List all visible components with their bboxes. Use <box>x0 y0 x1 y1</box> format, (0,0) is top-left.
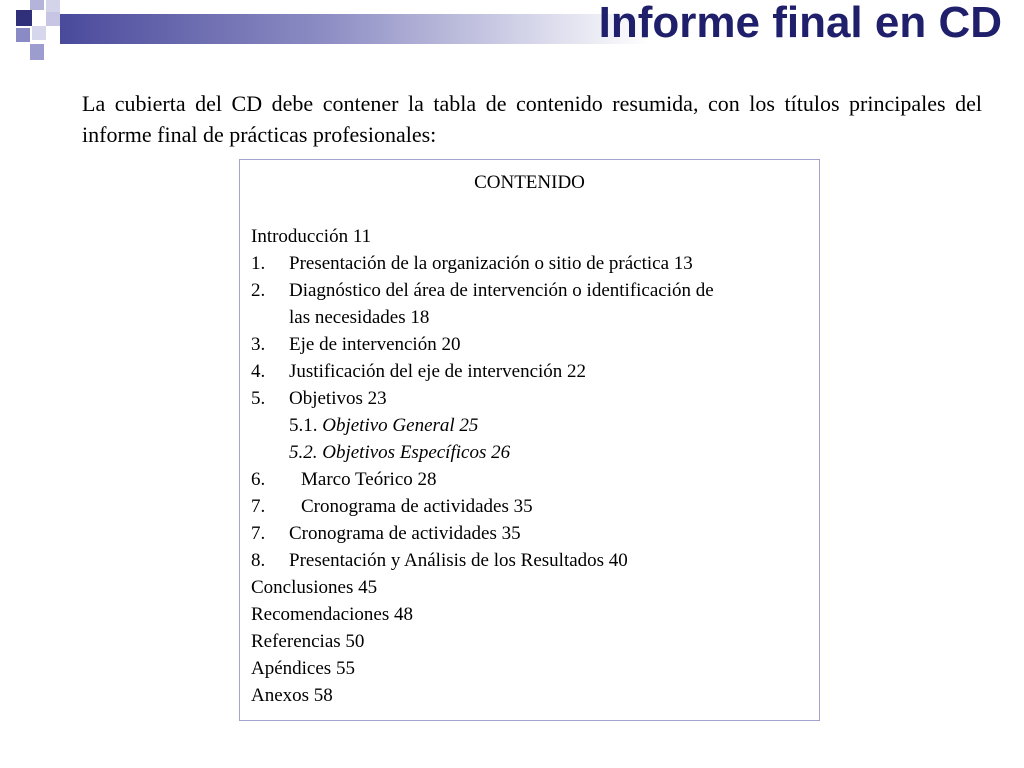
intro-paragraph: La cubierta del CD debe contener la tabla de contenido resumida, con los títulos principales del informe final de prácticas profesionales: <box>82 91 982 147</box>
toc-item <box>251 523 521 545</box>
toc-subitem <box>289 415 478 437</box>
toc-item <box>251 361 586 383</box>
toc-heading: CONTENIDO <box>474 172 585 193</box>
toc-item-text: Presentación de la organización o sitio de práctica 13 <box>289 253 693 274</box>
toc-item-text: Justificación del eje de intervención 22 <box>289 361 587 382</box>
toc-item-number: 1. <box>251 253 266 274</box>
decor-square <box>46 0 60 12</box>
toc-item-number: 3. <box>251 334 266 355</box>
toc-item-number: 6. <box>251 469 266 490</box>
toc-item <box>251 469 437 491</box>
toc-subitem-text: Objetivo General 25 <box>322 415 479 436</box>
toc-trailing-entry: Apéndices 55 <box>251 658 355 679</box>
toc-subitem-number: 5.2. <box>289 442 318 463</box>
toc-item-text: Cronograma de actividades 35 <box>301 496 533 517</box>
toc-item-number: 7. <box>251 523 266 544</box>
toc-trailing-entry: Anexos 58 <box>251 685 333 706</box>
toc-item-text: Marco Teórico 28 <box>301 469 437 490</box>
toc-item-text: Cronograma de actividades 35 <box>289 523 521 544</box>
toc-item-continuation: las necesidades 18 <box>289 307 430 328</box>
toc-item <box>251 496 533 518</box>
toc-item <box>251 550 628 572</box>
toc-box <box>239 159 820 721</box>
toc-intro-entry: Introducción 11 <box>251 226 372 247</box>
toc-item-number: 7. <box>251 496 266 517</box>
toc-item-text: Diagnóstico del área de intervención o identificación de <box>289 280 714 301</box>
decor-square <box>30 44 44 60</box>
toc-item <box>251 280 714 302</box>
header-gradient-bar <box>60 14 650 44</box>
toc-item <box>251 388 387 410</box>
toc-item-text: Eje de intervención 20 <box>289 334 461 355</box>
toc-item-number: 5. <box>251 388 266 409</box>
toc-subitem-number: 5.1. <box>289 415 318 436</box>
decor-square <box>16 28 30 42</box>
decor-square <box>46 12 60 26</box>
toc-item <box>251 334 460 356</box>
decor-square <box>32 26 46 40</box>
decor-square <box>30 0 44 10</box>
toc-item-number: 4. <box>251 361 266 382</box>
toc-trailing-entry: Referencias 50 <box>251 631 365 652</box>
toc-item-text: Objetivos 23 <box>289 388 387 409</box>
toc-subitem <box>289 442 510 464</box>
toc-subitem-text: Objetivos Específicos 26 <box>322 442 511 463</box>
toc-trailing-entry: Recomendaciones 48 <box>251 604 413 625</box>
toc-trailing-entry: Conclusiones 45 <box>251 577 378 598</box>
toc-item-number: 2. <box>251 280 266 301</box>
slide-title: Informe final en CD <box>598 0 1002 47</box>
toc-item-text: Presentación y Análisis de los Resultados 40 <box>289 550 628 571</box>
toc-item-number: 8. <box>251 550 266 571</box>
toc-item <box>251 253 693 275</box>
decor-square <box>16 10 32 26</box>
